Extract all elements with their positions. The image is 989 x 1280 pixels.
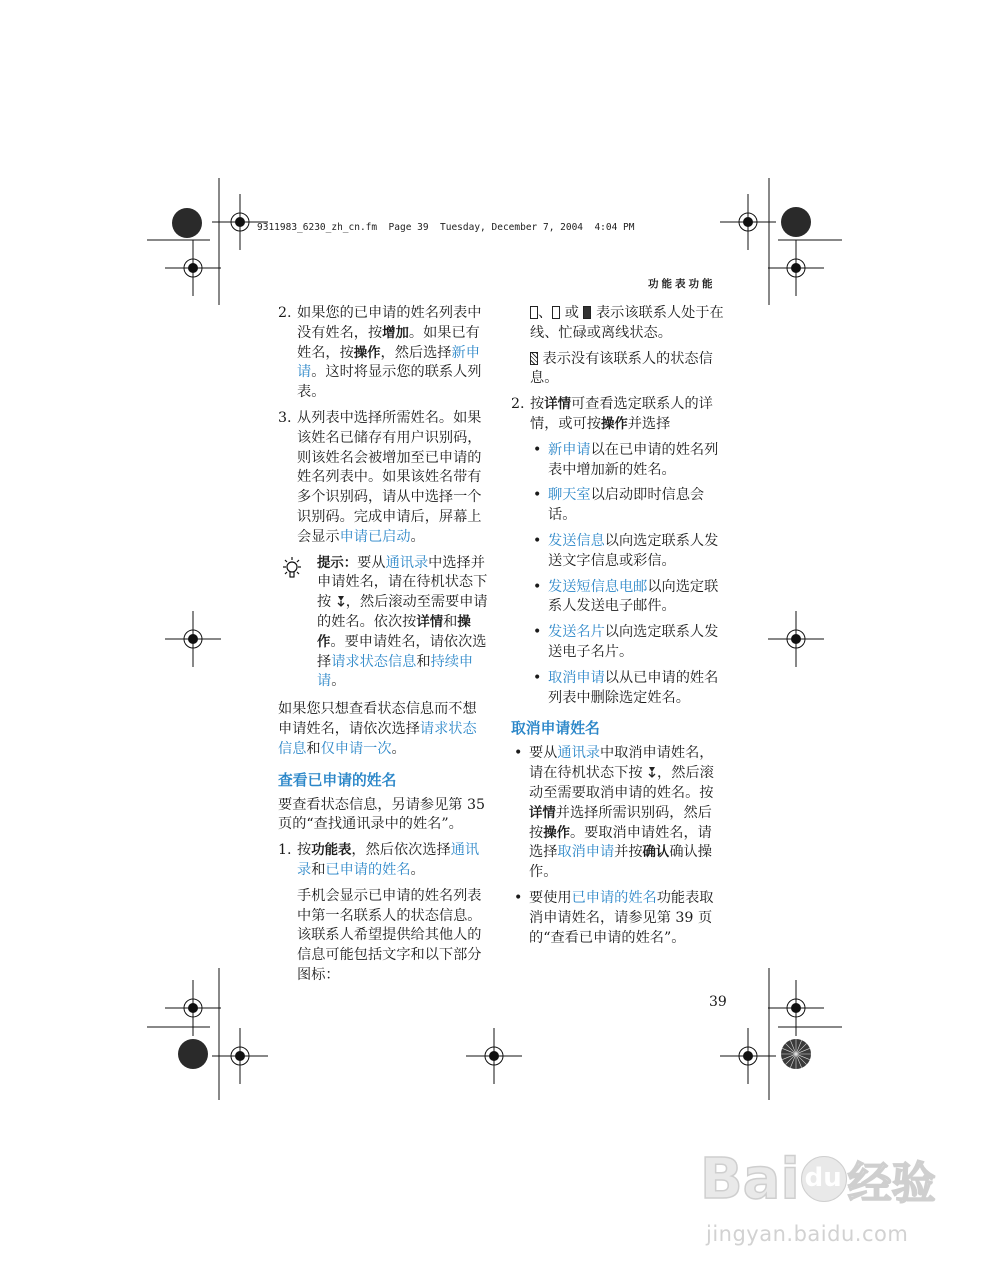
section-heading: 查看已申请的姓名 (278, 771, 397, 789)
watermark-text: 经验 (847, 1158, 936, 1209)
menu-link: 持续申请 (317, 653, 474, 690)
text: 以在已申请的姓名列表中增加新的姓名。 (548, 441, 719, 478)
navigation-key-icon (336, 595, 346, 607)
watermark-url: jingyan.baidu.com (706, 1222, 909, 1246)
list-item (511, 889, 726, 948)
text: 以从已申请的姓名列表中删除选定姓名。 (548, 669, 719, 706)
options-list (511, 441, 726, 709)
text: 。要取消申请姓名，请选择 (529, 824, 712, 861)
menu-link: 新申请 (297, 344, 480, 381)
menu-link: 通讯录 (557, 745, 600, 762)
text: 。 (331, 673, 346, 690)
key-details: 详情 (416, 614, 444, 630)
watermark-text: Bai (700, 1147, 800, 1212)
text: 表示没有该联系人的状态信息。 (530, 350, 713, 387)
text: 中选择并申请姓名，请在待机状态下按 (317, 554, 488, 611)
bullet: • (533, 487, 542, 504)
text: ，然后选择 (380, 344, 452, 361)
navigation-key-icon (647, 766, 657, 778)
text: 并选择所需识别码，然后按 (529, 804, 712, 841)
step-number: 1. (278, 842, 292, 859)
page-number: 39 (709, 994, 727, 1010)
menu-link: 取消申请 (548, 669, 605, 686)
step-number: 2. (278, 305, 292, 321)
paragraph-status-only (278, 700, 490, 759)
bullet: • (533, 532, 542, 549)
menu-link: 已申请的姓名 (571, 889, 657, 906)
menu-link: 通讯录 (297, 842, 480, 878)
tip-label: 提示： (317, 555, 358, 571)
step-1 (278, 841, 490, 881)
menu-link: 请求状态信息 (278, 720, 477, 757)
watermark (700, 1147, 985, 1260)
offline-icon (583, 306, 591, 319)
list-item (530, 623, 726, 663)
online-icon (530, 306, 538, 319)
menu-link: 申请已启动 (339, 528, 411, 545)
list-item (530, 486, 726, 526)
list-item (530, 532, 726, 572)
menu-link: 聊天室 (548, 487, 591, 504)
text: 中取消申请姓名，请在待机状态下按 (529, 745, 714, 782)
text: 以向选定联系人发送电子邮件。 (548, 578, 719, 615)
key-options: 操作 (543, 825, 570, 841)
section-heading: 取消申请姓名 (511, 720, 600, 738)
watermark-logo (700, 1147, 985, 1214)
key-details: 详情 (544, 397, 571, 413)
text: 要从 (529, 745, 558, 762)
text: 功能表取消申请姓名，请参见第 39 页的“查看已申请的姓名”。 (529, 889, 714, 946)
text: 如果您的已申请的姓名列表中没有姓名，按 (297, 305, 482, 341)
text: 确认操作。 (529, 844, 712, 881)
text: 从列表中选择所需姓名。如果该姓名已储存有用户识别码，则该姓名会被增加至已申请的姓名列表中。如果该姓名带有多个识别码，请从中选择一个识别码。完成申请后，屏幕上会显示 (297, 409, 482, 545)
watermark-text: du (804, 1163, 842, 1193)
text: ，然后滚动至需要取消申请的姓名。按 (529, 765, 714, 801)
menu-link: 发送信息 (548, 532, 605, 549)
list-item (530, 578, 726, 618)
text: 。 (410, 861, 425, 878)
bullet: • (533, 578, 542, 595)
text: 和 (311, 861, 326, 878)
text: 如果您只想查看状态信息而不想申请姓名，请依次选择 (278, 701, 477, 737)
tip-box (278, 554, 490, 693)
step-1-detail: 手机会显示已申请的姓名列表中第一名联系人的状态信息。该联系人希望提供给其他人的信息可能包括文字和以下部分图标： (297, 887, 482, 983)
text: ，然后依次选择 (351, 842, 451, 859)
menu-link: 新申请 (548, 441, 591, 458)
text: 以向选定联系人发送电子名片。 (548, 624, 719, 660)
step-number: 2. (511, 396, 525, 413)
menu-link: 已申请的姓名 (325, 861, 411, 878)
text: 。这时将显示您的联系人列表。 (297, 364, 482, 401)
text: 并按 (614, 844, 643, 861)
text: 以启动即时信息会话。 (548, 487, 705, 524)
menu-link: 发送短信息电邮 (548, 578, 648, 595)
text: 。 (391, 740, 406, 757)
running-head: 功能表功能 (648, 278, 716, 290)
key-menu: 功能表 (311, 843, 352, 859)
no-status-line (511, 350, 726, 390)
menu-link: 发送名片 (548, 624, 605, 641)
text: 。 (410, 528, 425, 545)
key-options: 操作 (353, 345, 381, 361)
presence-icons-line (511, 304, 726, 344)
file-slug: 9311983_6230_zh_cn.fm Page 39 Tuesday, December 7, 2004 4:04 PM (257, 222, 635, 233)
bullet: • (514, 889, 523, 906)
left-column (278, 304, 490, 992)
bullet: • (533, 624, 542, 641)
menu-link: 请求状态信息 (331, 653, 417, 670)
text: 或 (564, 305, 579, 321)
key-confirm: 确认 (642, 845, 670, 861)
paw-icon (801, 1156, 847, 1202)
bullet: • (533, 669, 542, 686)
text: 和 (306, 740, 321, 757)
menu-link: 取消申请 (557, 844, 615, 861)
key-details: 详情 (529, 805, 556, 821)
list-item (530, 669, 726, 709)
text: 和 (416, 653, 431, 670)
text: 表示该联系人处于在线、忙碌或离线状态。 (530, 305, 724, 341)
key-options: 操作 (317, 614, 471, 650)
text: 要从 (357, 554, 386, 571)
text: 。如果已有姓名，按 (297, 324, 480, 361)
menu-link: 通讯录 (385, 554, 429, 571)
text: 、 (538, 305, 553, 321)
bullet: • (514, 745, 523, 762)
key-options: 操作 (600, 416, 628, 432)
text: 按 (530, 396, 545, 413)
text: 以向选定联系人发送文字信息或彩信。 (548, 532, 719, 569)
step-2-details (511, 395, 726, 435)
text: ，然后滚动至需要申请的姓名。依次按 (317, 594, 488, 630)
menu-link: 仅申请一次 (320, 740, 392, 757)
step-number: 3. (278, 409, 292, 426)
right-column (511, 304, 726, 954)
text: 。要申请姓名，请依次选择 (317, 633, 487, 670)
step-3 (278, 409, 490, 548)
list-item (511, 744, 726, 883)
key-add: 增加 (382, 325, 409, 341)
no-status-icon (530, 352, 538, 365)
step-2 (278, 304, 490, 403)
busy-icon (552, 306, 560, 319)
intro-paragraph: 要查看状态信息，另请参见第 35 页的“查找通讯录中的姓名”。 (278, 796, 486, 833)
list-item (530, 441, 726, 481)
text: 可查看选定联系人的详情，或可按 (530, 396, 713, 432)
text: 并选择 (627, 415, 671, 432)
text: 按 (297, 842, 312, 859)
text: 要使用 (529, 889, 572, 906)
text: 和 (443, 613, 458, 630)
bullet: • (533, 441, 542, 458)
lightbulb-icon (278, 556, 306, 582)
